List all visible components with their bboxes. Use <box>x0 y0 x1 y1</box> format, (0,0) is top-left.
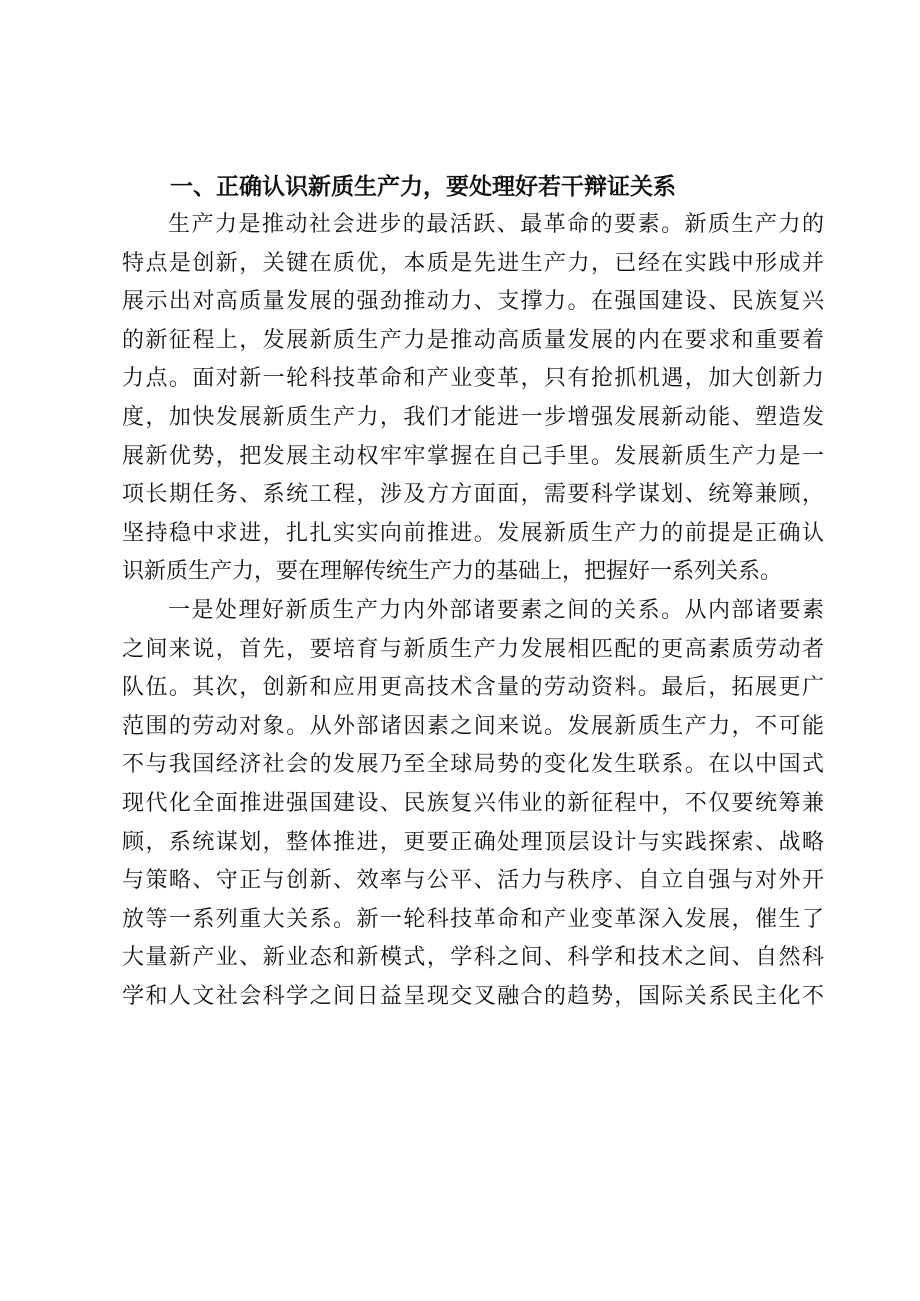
paragraph-line: 队伍。其次，创新和应用更高技术含量的劳动资料。最后，拓展更广 <box>122 675 824 701</box>
section-heading: 一、正确认识新质生产力，要处理好若干辩证关系 <box>170 174 676 200</box>
paragraph-line: 现代化全面推进强国建设、民族复兴伟业的新征程中，不仅要统筹兼 <box>122 790 824 816</box>
paragraph-line: 识新质生产力，要在理解传统生产力的基础上，把握好一系列关系。 <box>122 559 783 585</box>
paragraph-line: 之间来说，首先，要培育与新质生产力发展相匹配的更高素质劳动者 <box>122 636 824 662</box>
paragraph-line: 学和人文社会科学之间日益呈现交叉融合的趋势，国际关系民主化不 <box>122 983 824 1009</box>
paragraph-2 <box>122 592 824 1017</box>
paragraph-line: 生产力是推动社会进步的最活跃、最革命的要素。新质生产力的 <box>168 212 824 237</box>
paragraph-line: 顾，系统谋划，整体推进，更要正确处理顶层设计与实践探索、战略 <box>122 829 824 855</box>
paragraph-line: 力点。面对新一轮科技革命和产业变革，只有抢抓机遇，加大创新力 <box>122 366 824 392</box>
paragraph-line: 展示出对高质量发展的强劲推动力、支撑力。在强国建设、民族复兴 <box>122 289 824 315</box>
paragraph-line: 一是处理好新质生产力内外部诸要素之间的关系。从内部诸要素 <box>168 597 824 623</box>
paragraph-line: 不与我国经济社会的发展乃至全球局势的变化发生联系。在以中国式 <box>122 752 824 778</box>
paragraph-line: 的新征程上，发展新质生产力是推动高质量发展的内在要求和重要着 <box>122 327 824 353</box>
paragraph-line: 特点是创新，关键在质优，本质是先进生产力，已经在实践中形成并 <box>122 250 824 276</box>
paragraph-line: 项长期任务、系统工程，涉及方方面面，需要科学谋划、统筹兼顾， <box>122 482 824 508</box>
paragraph-line: 坚持稳中求进，扎扎实实向前推进。发展新质生产力的前提是正确认 <box>122 520 824 546</box>
paragraph-line: 范围的劳动对象。从外部诸因素之间来说。发展新质生产力，不可能 <box>122 713 824 739</box>
document-body <box>122 168 824 1016</box>
paragraph-1 <box>122 206 824 592</box>
paragraph-line: 与策略、守正与创新、效率与公平、活力与秩序、自立自强与对外开 <box>122 868 824 894</box>
paragraph-line: 度，加快发展新质生产力，我们才能进一步增强发展新动能、塑造发 <box>122 404 824 430</box>
paragraph-line: 展新优势，把发展主动权牢牢掌握在自己手里。发展新质生产力是一 <box>122 443 824 469</box>
paragraph-line: 放等一系列重大关系。新一轮科技革命和产业变革深入发展，催生了 <box>122 906 824 932</box>
paragraph-line: 大量新产业、新业态和新模式，学科之间、科学和技术之间、自然科 <box>122 945 824 971</box>
